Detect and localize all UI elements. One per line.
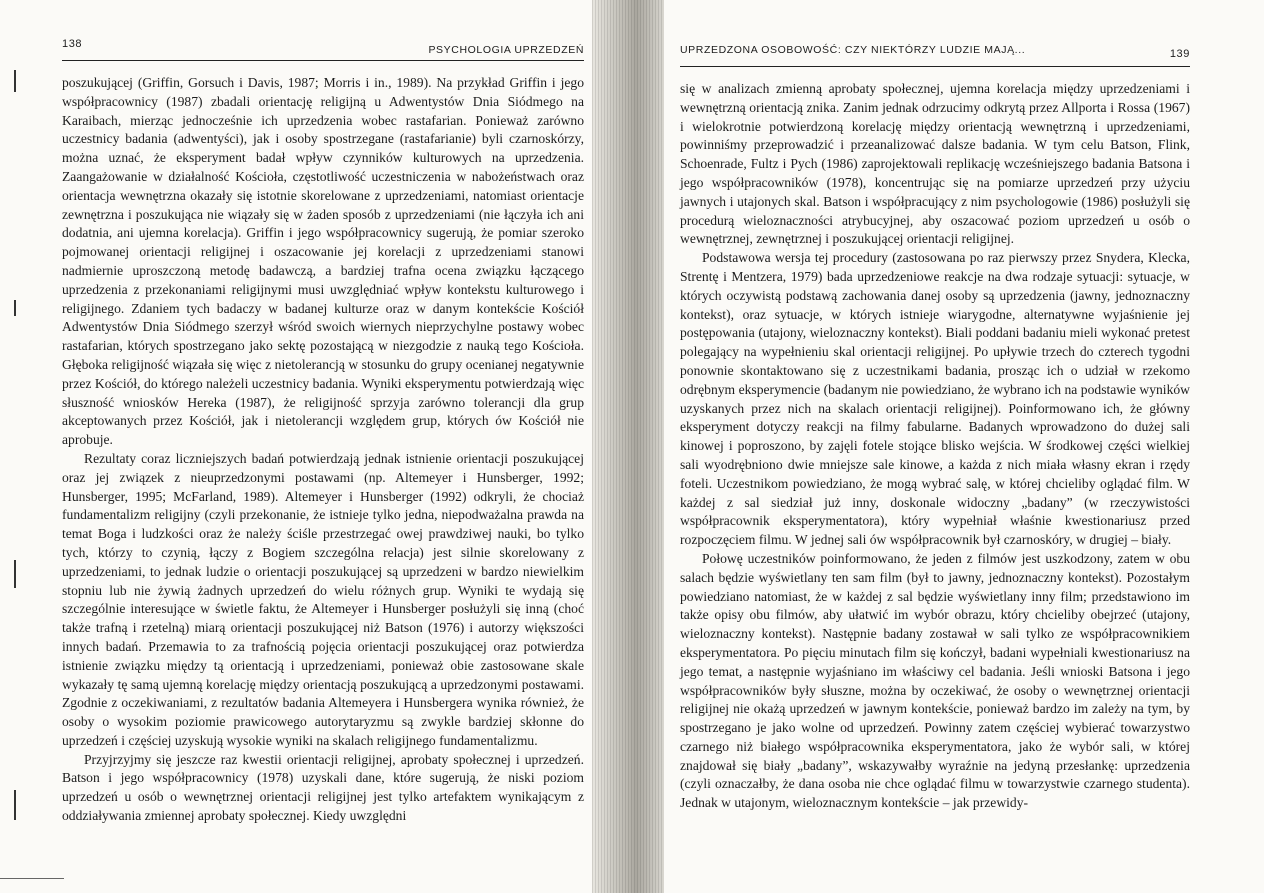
paragraph: Rezultaty coraz liczniejszych badań potwierdzają jednak istnienie orientacji poszukującej oraz jej związek z nieuprzedzonymi postawami (np. Altemeyer i Hunsberger, 1992; Hunsberger, 1995; McFarland, 1989). Altemeyer i Hunsberger (1992) odkryli, że chociaż fundamentalizm religijny (czyli przekonanie, że istnieje tylko jedna, niepodważalna prawda na temat Boga i ludzkości oraz że należy ściśle przestrzegać owej prawdziwej nauki, bo tylko tych, którzy to czynią, łączy z Bogiem szczególna relacja) jest silnie skorelowany z uprzedzeniami, to jednak ludzie o orientacji poszukującej są uprzedzeni w bardzo niewielkim stopniu lub nie żywią żadnych uprzedzeń do wielu różnych grup. Wyniki te wydają się szczególnie interesujące w świetle faktu, że Altemeyer i Hunsberger posłużyli się inną (choć także trafną i rzetelną) miarą orientacji poszukującej niż Batson (1976) i autorzy większości innych badań. Przemawia to za trafnością pojęcia orientacji poszukującej oraz potwierdza istnienie związku między tą orientacją i uprzedzeniami, ponieważ obie zastosowane skale wykazały tę samą ujemną korelację między orientacją poszukującą a uprzedzonymi postawami. Zgodnie z oczekiwaniami, z rezultatów badania Altemeyera i Hunsbergera wynika również, że osoby o wysokim poziomie prawicowego autorytaryzmu są zwykle bardziej skłonne do uprzedzeń i częściej uzyskują wysokie wyniki na skalach religijnego fundamentalizmu. bbox=[62, 450, 584, 748]
scan-edge-mark bbox=[14, 300, 16, 316]
running-head: UPRZEDZONA OSOBOWOŚĆ: CZY NIEKTÓRZY LUDZIE MAJĄ... bbox=[680, 44, 1026, 56]
running-head: PSYCHOLOGIA UPRZEDZEŃ bbox=[428, 44, 584, 56]
right-page-body bbox=[680, 80, 1190, 813]
scan-edge-mark bbox=[14, 70, 16, 92]
paragraph: się w analizach zmienną aprobaty społecznej, ujemna korelacja między uprzedzeniami i wewnętrzną orientacją znika. Zanim jednak odrzucimy odkrytą przez Allporta i Rossa (1967) i wielokrotnie potwierdzoną korelację między orientacją wewnętrzną i uprzedzeniami, powinniśmy przeprowadzić i przeanalizować dalsze badania. W tym celu Batson, Flink, Schoenrade, Fultz i Pych (1986) zaprojektowali replikację wcześniejszego badania Batsona i jego współpracowników (1978), koncentrując się na pomiarze uprzedzeń przy użyciu jawnych i utajonych skal. Batson i współpracujący z nim psychologowie (1986) posłużyli się procedurą wieloznaczności atrybucyjnej, aby oszacować poziom uprzedzeń u osób o wewnętrznej, zewnętrznej i poszukującej orientacji religijnej. bbox=[680, 81, 1190, 247]
scan-edge-mark bbox=[14, 790, 16, 820]
page-number: 138 bbox=[62, 38, 83, 50]
paragraph: Przyjrzyjmy się jeszcze raz kwestii orientacji religijnej, aprobaty społecznej i uprzedzeń. Batson i jego współpracownicy (1978) uzyskali dane, które sugerują, że niski poziom uprzedzeń u osób o wewnętrznej orientacji religijnej jest tylko artefaktem wynikającym z oddziaływania zmiennej aprobaty społecznej. Kiedy uwzględni bbox=[62, 751, 584, 824]
book-gutter bbox=[592, 0, 672, 893]
header-rule bbox=[62, 60, 584, 61]
paragraph: Podstawowa wersja tej procedury (zastosowana po raz pierwszy przez Snydera, Klecka, Strentę i Mentzera, 1979) bada uprzedzeniowe reakcje na dwa rodzaje sytuacji: sytuacje, w których oczywistą podstawą zachowania danej osoby są uprzedzenia (jawny, jednoznaczny kontekst), oraz sytuacje, w których istnieje wiarygodne, alternatywne wyjaśnienie jej postępowania (utajony, wieloznaczny kontekst). Biali poddani badaniu mieli wykonać pretest polegający na wypełnieniu skal orientacji religijnej. Po upływie trzech do czterech tygodni ponownie skontaktowano się z uczestnikami badania, prosząc ich o udział w rzekomo odrębnym eksperymencie (badanym nie powiedziano, że wybrano ich na podstawie wyników uzyskanych przez nich na skalach orientacji religijnej). Poinformowano ich, że główny eksperyment dotyczy reakcji na filmy fabularne. Badanych wprowadzono do dużej sali kinowej i poproszono, by zajęli fotele stojące blisko wejścia. W środkowej części wielkiej sali wyodrębniono dwie mniejsze sale kinowe, a każda z nich miała własny ekran i rzędy foteli. Uczestnikom powiedziano, że mogą wybrać salę, w której chcieliby oglądać film. W każdej z sal siedział już inny, doskonale widoczny „badany” (w rzeczywistości współpracownik eksperymentatora), który wypełniał właśnie kwestionariusz przed rozpoczęciem filmu. W jednej sali ów współpracownik był czarnoskóry, w drugiej – biały. bbox=[680, 250, 1190, 548]
page-number: 139 bbox=[1169, 48, 1190, 60]
left-page-header bbox=[62, 38, 584, 58]
right-page bbox=[664, 0, 1264, 893]
left-page bbox=[0, 0, 600, 893]
paragraph: Połowę uczestników poinformowano, że jeden z filmów jest uszkodzony, zatem w obu salach będzie wyświetlany ten sam film (był to jawny, jednoznaczny kontekst). Pozostałym powiedziano natomiast, że w każdej z sal będzie wyświetlany inny film; przedstawiono im także opisy obu filmów, aby ułatwić im wybór obrazu, który chcieliby obejrzeć (utajony, wieloznaczny kontekst). Następnie badany zostawał w sali tylko ze współpracownikiem eksperymentatora. Po pięciu minutach film się kończył, badani wypełniali kwestionariusz na jego temat, a następnie wyjaśniano im właściwy cel badania. Jeśli wnioski Batsona i jego współpracowników były słuszne, można by oczekiwać, że osoby o wewnętrznej orientacji religijnej nie okażą uprzedzeń w jawnym kontekście, ponieważ bardzo im zależy na tym, by spostrzegano je jako wolne od uprzedzeń. Powinny zatem częściej wybierać towarzystwo czarnego niż białego współpracownika eksperymentatora, jako że wybór sali, w której znajdował się biały „badany”, wskazywałby wyraźnie na jedyną przesłankę: uprzedzenia (czyli oznaczałby, że dana osoba nie chce oglądać filmu w towarzystwie czarnego studenta). Jednak w utajonym, wieloznacznym kontekście – jak przewidy- bbox=[680, 550, 1190, 811]
paragraph: poszukującej (Griffin, Gorsuch i Davis, 1987; Morris i in., 1989). Na przykład Griffin i jego współpracownicy (1987) zbadali orientację religijną u Adwentystów Dnia Siódmego na Karaibach, mierząc jednocześnie ich uprzedzenia wobec rastafarian. Ponieważ zarówno uczestnicy badania (adwentyści), jak i osoby spostrzegane (rastafarianie) byli czarnoskórzy, można uznać, że eksperyment badał wpływ czynników kulturowych na uprzedzenia. Zaangażowanie w działalność Kościoła, częstotliwość uczestniczenia w nabożeństwach oraz orientacja wewnętrzna okazały się istotnie skorelowane z uprzedzeniami, natomiast orientacje zewnętrzna i poszukująca nie wiązały się w żaden sposób z uprzedzeniami (nie łączyła ich ani dodatnia, ani ujemna korelacja). Griffin i jego współpracownicy sugerują, że pomiar szeroko pojmowanej orientacji religijnej i oszacowanie jej korelacji z uprzedzeniami stanowi nadmiernie uproszczoną metodę badawczą, a bardziej trafna ocena związku łączącego uprzedzenia z przekonaniami religijnymi musi uwzględniać wpływ kontekstu kulturowego i religijnego. Zdaniem tych badaczy w badanej kulturze oraz w danym kontekście Kościół Adwentystów Dnia Siódmego szerzył wśród swoich wiernych nieprzychylne postawy wobec rastafarian, których spostrzegano jako sektę pozostającą w niezgodzie z nauką tego Kościoła. Głęboka religijność wiązała się więc z nietolerancją w stosunku do grupy ocenianej negatywnie przez Kościół, do którego należeli uczestnicy badania. Wyniki eksperymentu potwierdzają więc słuszność wniosków Hereka (1987), że religijność sprzyja zarówno tolerancji dla grup akceptowanych przez Kościół, jak i nietolerancji względem grup, których ów Kościół nie aprobuje. bbox=[62, 75, 584, 448]
left-page-body bbox=[62, 74, 584, 826]
scan-edge-line bbox=[0, 878, 64, 879]
scan-edge-mark bbox=[14, 560, 16, 588]
right-page-header bbox=[680, 38, 1190, 58]
header-rule bbox=[680, 66, 1190, 67]
